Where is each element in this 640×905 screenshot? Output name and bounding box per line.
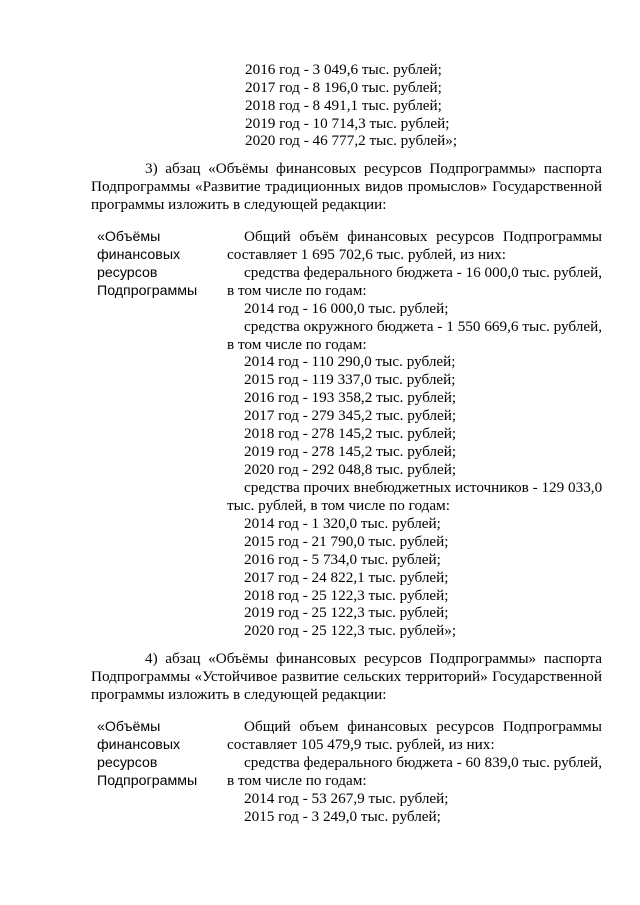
block-line: в том числе по годам: [227,772,367,789]
block-line: 2014 год - 53 267,9 тыс. рублей; [244,790,449,807]
block-line: 2020 год - 25 122,3 тыс. рублей»; [244,622,457,639]
block-line: 2016 год - 193 358,2 тыс. рублей; [244,389,457,406]
block-line: в том числе по годам: [227,336,367,353]
block-line: 2014 год - 1 320,0 тыс. рублей; [244,515,441,532]
block-line: 2019 год - 278 145,2 тыс. рублей; [244,443,457,460]
block-line: 2017 год - 24 822,1 тыс. рублей; [244,569,449,586]
block-line: 2019 год - 25 122,3 тыс. рублей; [244,604,449,621]
block-line: 2016 год - 5 734,0 тыс. рублей; [244,551,441,568]
block-line: 2018 год - 25 122,3 тыс. рублей; [244,587,449,604]
top-list-item: 2019 год - 10 714,3 тыс. рублей; [245,115,450,132]
block-label-line: финансовых [97,247,181,263]
block-line: составляет 1 695 702,6 тыс. рублей, из них: [227,246,507,263]
top-list-item: 2020 год - 46 777,2 тыс. рублей»; [245,132,458,149]
paragraph-line: программы изложить в следующей редакции: [91,686,387,703]
paragraph-line: Подпрограммы «Устойчивое развитие сельских территорий» Государственной [91,668,602,685]
block-line: составляет 105 479,9 тыс. рублей, из них: [227,736,495,753]
block-line: в том числе по годам: [227,282,367,299]
top-list-item: 2016 год - 3 049,6 тыс. рублей; [245,61,442,78]
block-line: 2017 год - 279 345,2 тыс. рублей; [244,407,457,424]
block-line: Общий объем финансовых ресурсов Подпрограммы [244,718,602,735]
top-list-item: 2018 год - 8 491,1 тыс. рублей; [245,97,442,114]
block-label-line: Подпрограммы [97,283,198,299]
block-label-line: Подпрограммы [97,773,198,789]
block-line: средства прочих внебюджетных источников - 129 033,0 [244,479,603,496]
block-line: средства федерального бюджета - 16 000,0 тыс. рублей, [244,264,603,281]
block-line: 2015 год - 3 249,0 тыс. рублей; [244,808,441,825]
block-line: 2015 год - 119 337,0 тыс. рублей; [244,371,456,388]
block-line: Общий объём финансовых ресурсов Подпрограммы [244,228,602,245]
block-line: средства федерального бюджета - 60 839,0 тыс. рублей, [244,754,603,771]
paragraph-line: 4) абзац «Объёмы финансовых ресурсов Подпрограммы» паспорта [145,650,602,667]
block-label-line: «Объёмы [97,229,161,245]
block-line: 2014 год - 16 000,0 тыс. рублей; [244,300,449,317]
paragraph-line: программы изложить в следующей редакции: [91,196,387,213]
block-line: 2020 год - 292 048,8 тыс. рублей; [244,461,457,478]
block-label-line: финансовых [97,737,181,753]
block-line: средства окружного бюджета - 1 550 669,6 тыс. рублей, [244,318,602,335]
block-label-line: ресурсов [97,755,158,771]
block-line: 2018 год - 278 145,2 тыс. рублей; [244,425,457,442]
block-line: тыс. рублей, в том числе по годам: [227,497,450,514]
paragraph-line: 3) абзац «Объёмы финансовых ресурсов Подпрограммы» паспорта [145,160,602,177]
block-label-line: ресурсов [97,265,158,281]
block-label-line: «Объёмы [97,719,161,735]
block-line: 2014 год - 110 290,0 тыс. рублей; [244,353,456,370]
block-line: 2015 год - 21 790,0 тыс. рублей; [244,533,449,550]
top-list-item: 2017 год - 8 196,0 тыс. рублей; [245,79,442,96]
paragraph-line: Подпрограммы «Развитие традиционных видов промыслов» Государственной [91,178,602,195]
